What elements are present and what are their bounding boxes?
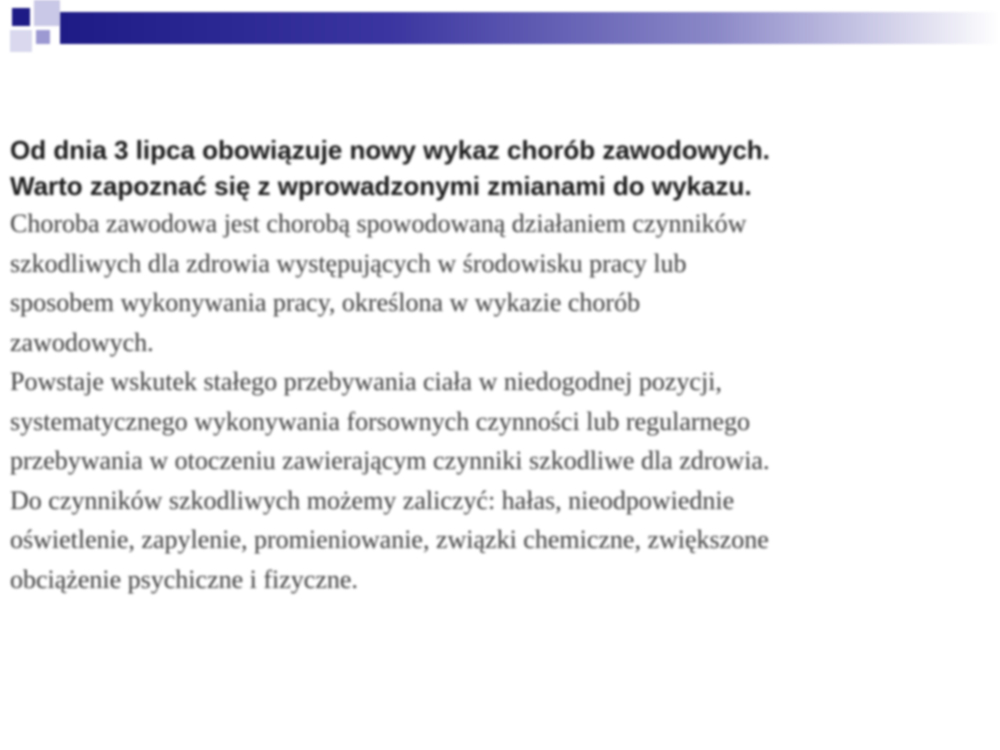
heading-line: Od dnia 3 lipca obowiązuje nowy wykaz chorób zawodowych. [10,135,770,165]
body-line: Choroba zawodowa jest chorobą spowodowaną działaniem czynników [10,209,747,238]
body-line: oświetlenie, zapylenie, promieniowanie, związki chemiczne, zwiększone [10,525,769,554]
heading-line: Warto zapoznać się z wprowadzonymi zmianami do wykazu. [10,171,752,201]
decor-square-light [34,0,60,26]
decor-square-light [10,30,32,52]
body-line: sposobem wykonywania pracy, określona w wykazie chorób [10,288,641,317]
decor-square-mid [36,30,50,44]
body-line: Do czynników szkodliwych możemy zaliczyć: hałas, nieodpowiednie [10,485,735,515]
title-gradient-bar [60,12,1000,44]
body-line: szkodliwych dla zdrowia występujących w środowisku pracy lub [10,248,687,278]
body-line: zawodowych. [10,327,154,357]
body-line: Powstaje wskutek stałego przebywania ciała w niedogodnej pozycji, [10,367,722,396]
body-line: systematycznego wykonywania forsownych czynności lub regularnego [10,406,751,436]
slide-content [10,132,995,599]
body-line: przebywania w otoczeniu zawierającym czynniki szkodliwe dla zdrowia. [10,446,770,475]
decor-square-dark [12,8,30,26]
body-line: obciążenie psychiczne i fizyczne. [10,564,358,594]
